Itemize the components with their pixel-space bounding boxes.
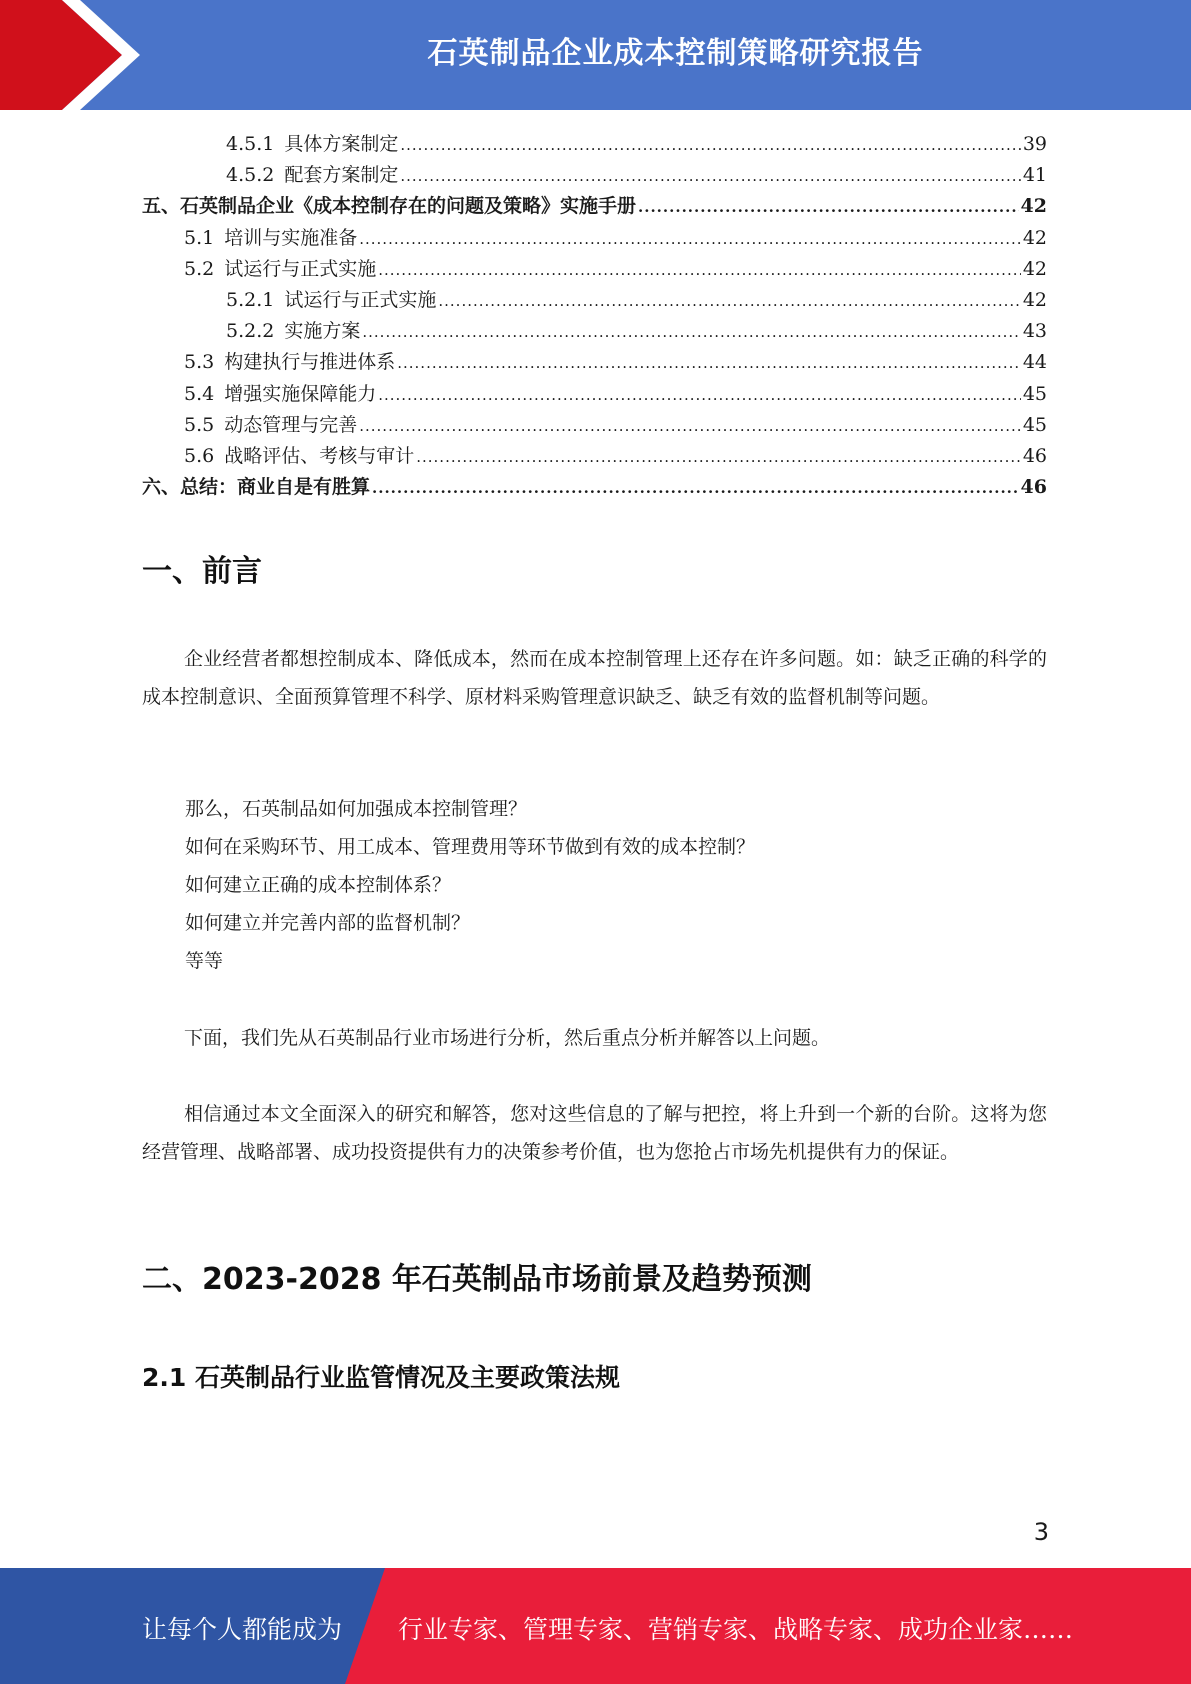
toc-entry-number: 5.4 <box>184 382 215 405</box>
toc-entry-page: 39 <box>1022 133 1047 155</box>
subsection-heading-regulation: 2.1 石英制品行业监管情况及主要政策法规 <box>142 1363 620 1392</box>
section-heading-preface: 一、前言 <box>142 554 262 589</box>
toc-entry[interactable] <box>142 223 1047 254</box>
header-arrow-decoration <box>0 0 160 110</box>
toc-entry[interactable] <box>142 316 1047 347</box>
page-header <box>0 0 1191 110</box>
toc-entry-title: 培训与实施准备 <box>224 226 358 249</box>
toc-entry-number: 5.5 <box>184 413 215 436</box>
toc-entry[interactable] <box>142 379 1047 410</box>
toc-entry-page: 44 <box>1022 351 1047 374</box>
toc-entry[interactable] <box>142 441 1047 472</box>
toc-entry[interactable] <box>142 285 1047 316</box>
toc-entry-number: 5.1 <box>184 226 215 249</box>
preface-analysis-paragraph: 下面，我们先从石英制品行业市场进行分析，然后重点分析并解答以上问题。 <box>184 1027 831 1049</box>
question-item: 如何在采购环节、用工成本、管理费用等环节做到有效的成本控制？ <box>185 836 756 858</box>
question-item: 等等 <box>185 950 224 972</box>
toc-entry-number: 5.6 <box>184 444 215 467</box>
toc-entry-title: 配套方案制定 <box>284 164 399 187</box>
toc-entry-page: 41 <box>1022 164 1047 187</box>
toc-entry-title: 增强实施保障能力 <box>224 382 377 405</box>
toc-entry-page: 45 <box>1022 382 1047 405</box>
toc-entry-number: 5.2.2 <box>226 320 275 343</box>
preface-closing-paragraph: 相信通过本文全面深入的研究和解答，您对这些信息的了解与把控，将上升到一个新的台阶。这将为您经营管理、战略部署、成功投资提供有力的决策参考价值，也为您抢占市场先机提供有力的保证。 <box>142 1103 1047 1163</box>
section-heading-market-outlook: 二、2023-2028 年石英制品市场前景及趋势预测 <box>142 1262 812 1297</box>
toc-entry[interactable] <box>142 347 1047 378</box>
toc-dot-leader <box>438 286 1020 317</box>
toc-entry[interactable] <box>142 472 1047 503</box>
page-number: 3 <box>1033 1518 1049 1546</box>
question-item: 那么，石英制品如何加强成本控制管理？ <box>185 798 528 820</box>
toc-entry-number: 4.5.1 <box>226 133 275 155</box>
toc-entry-title: 五、石英制品企业《成本控制存在的问题及策略》实施手册 <box>142 195 637 218</box>
footer-slogan-right: 行业专家、管理专家、营销专家、战略专家、成功企业家…… <box>398 1615 1074 1644</box>
question-item: 如何建立并完善内部的监督机制？ <box>185 912 471 934</box>
toc-dot-leader <box>400 130 1020 161</box>
toc-entry-number: 5.2.1 <box>226 288 275 311</box>
question-item: 如何建立正确的成本控制体系？ <box>185 874 452 896</box>
toc-entry-page: 46 <box>1020 476 1047 499</box>
toc-entry-title: 具体方案制定 <box>284 133 399 155</box>
toc-entry[interactable] <box>142 410 1047 441</box>
toc-entry-title: 构建执行与推进体系 <box>224 351 396 374</box>
toc-dot-leader <box>378 255 1021 286</box>
toc-entry-page: 42 <box>1022 257 1047 280</box>
toc-dot-leader <box>359 411 1021 442</box>
toc-dot-leader <box>416 442 1021 473</box>
question-list <box>185 790 755 980</box>
table-of-contents <box>142 129 1047 503</box>
toc-entry-number: 5.2 <box>184 257 215 280</box>
toc-dot-leader <box>400 161 1020 192</box>
toc-entry-title: 试运行与正式实施 <box>224 257 377 280</box>
toc-entry-page: 45 <box>1022 413 1047 436</box>
report-title: 石英制品企业成本控制策略研究报告 <box>427 36 924 71</box>
toc-dot-leader <box>362 317 1020 348</box>
toc-entry[interactable] <box>142 254 1047 285</box>
toc-entry-page: 42 <box>1020 195 1047 218</box>
toc-entry-title: 六、总结：商业自是有胜算 <box>142 476 371 499</box>
toc-entry[interactable] <box>142 160 1047 191</box>
toc-entry-page: 42 <box>1022 288 1047 311</box>
toc-entry-page: 42 <box>1022 226 1047 249</box>
toc-dot-leader <box>397 348 1021 379</box>
toc-dot-leader <box>372 473 1019 504</box>
toc-entry-number: 4.5.2 <box>226 164 275 187</box>
toc-entry-page: 46 <box>1022 444 1047 467</box>
toc-dot-leader <box>378 380 1021 411</box>
toc-entry-title: 试运行与正式实施 <box>284 288 437 311</box>
toc-entry-page: 43 <box>1022 320 1047 343</box>
toc-entry[interactable] <box>142 191 1047 222</box>
toc-entry[interactable] <box>142 129 1047 160</box>
toc-entry-title: 战略评估、考核与审计 <box>224 444 415 467</box>
footer-slogan-left: 让每个人都能成为 <box>142 1615 343 1644</box>
page-footer <box>0 1568 1191 1684</box>
toc-entry-title: 实施方案 <box>284 320 361 343</box>
toc-dot-leader <box>638 192 1019 223</box>
toc-entry-number: 5.3 <box>184 351 215 374</box>
preface-intro-paragraph: 企业经营者都想控制成本、降低成本，然而在成本控制管理上还存在许多问题。如：缺乏正确的科学的成本控制意识、全面预算管理不科学、原材料采购管理意识缺乏、缺乏有效的监督机制等问题。 <box>142 648 1047 708</box>
toc-dot-leader <box>359 224 1021 255</box>
toc-entry-title: 动态管理与完善 <box>224 413 358 436</box>
